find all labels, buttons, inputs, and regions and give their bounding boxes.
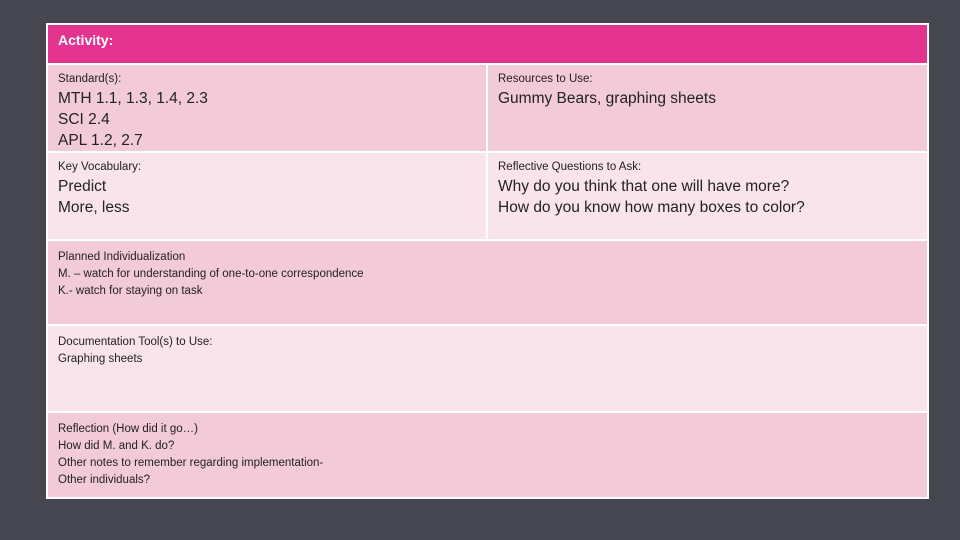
individualization-row	[48, 241, 927, 324]
reflection-line: Other notes to remember regarding implementation-	[58, 457, 324, 469]
vocabulary-questions-row	[48, 153, 927, 239]
individualization-cell	[48, 241, 927, 324]
questions-label: Reflective Questions to Ask:	[498, 161, 642, 173]
standards-cell	[48, 65, 486, 151]
activity-header	[48, 25, 927, 63]
documentation-line: Graphing sheets	[58, 353, 143, 365]
vocabulary-line: Predict	[58, 178, 107, 195]
individualization-line: M. – watch for understanding of one-to-one correspondence	[58, 268, 364, 280]
standards-resources-row	[48, 65, 927, 151]
reflection-line: Reflection (How did it go…)	[58, 423, 198, 435]
resources-line: Gummy Bears, graphing sheets	[498, 90, 716, 107]
activity-title: Activity:	[58, 32, 114, 48]
individualization-line: Planned Individualization	[58, 251, 186, 263]
vocabulary-cell	[48, 153, 486, 239]
questions-cell	[488, 153, 927, 239]
resources-cell	[488, 65, 927, 151]
individualization-line: K.- watch for staying on task	[58, 285, 203, 297]
reflection-line: How did M. and K. do?	[58, 440, 175, 452]
documentation-line: Documentation Tool(s) to Use:	[58, 336, 213, 348]
vocabulary-label: Key Vocabulary:	[58, 161, 142, 173]
vocabulary-line: More, less	[58, 199, 130, 216]
standards-line: SCI 2.4	[58, 111, 110, 128]
questions-line: How do you know how many boxes to color?	[498, 199, 805, 216]
reflection-row	[48, 413, 927, 497]
resources-label: Resources to Use:	[498, 73, 593, 85]
lesson-plan-table	[46, 23, 929, 499]
reflection-line: Other individuals?	[58, 474, 151, 486]
standards-line: MTH 1.1, 1.3, 1.4, 2.3	[58, 90, 208, 107]
documentation-row	[48, 326, 927, 411]
documentation-cell	[48, 326, 927, 411]
standards-label: Standard(s):	[58, 73, 122, 85]
standards-line: APL 1.2, 2.7	[58, 132, 143, 149]
questions-line: Why do you think that one will have more?	[498, 178, 790, 195]
reflection-cell	[48, 413, 927, 497]
